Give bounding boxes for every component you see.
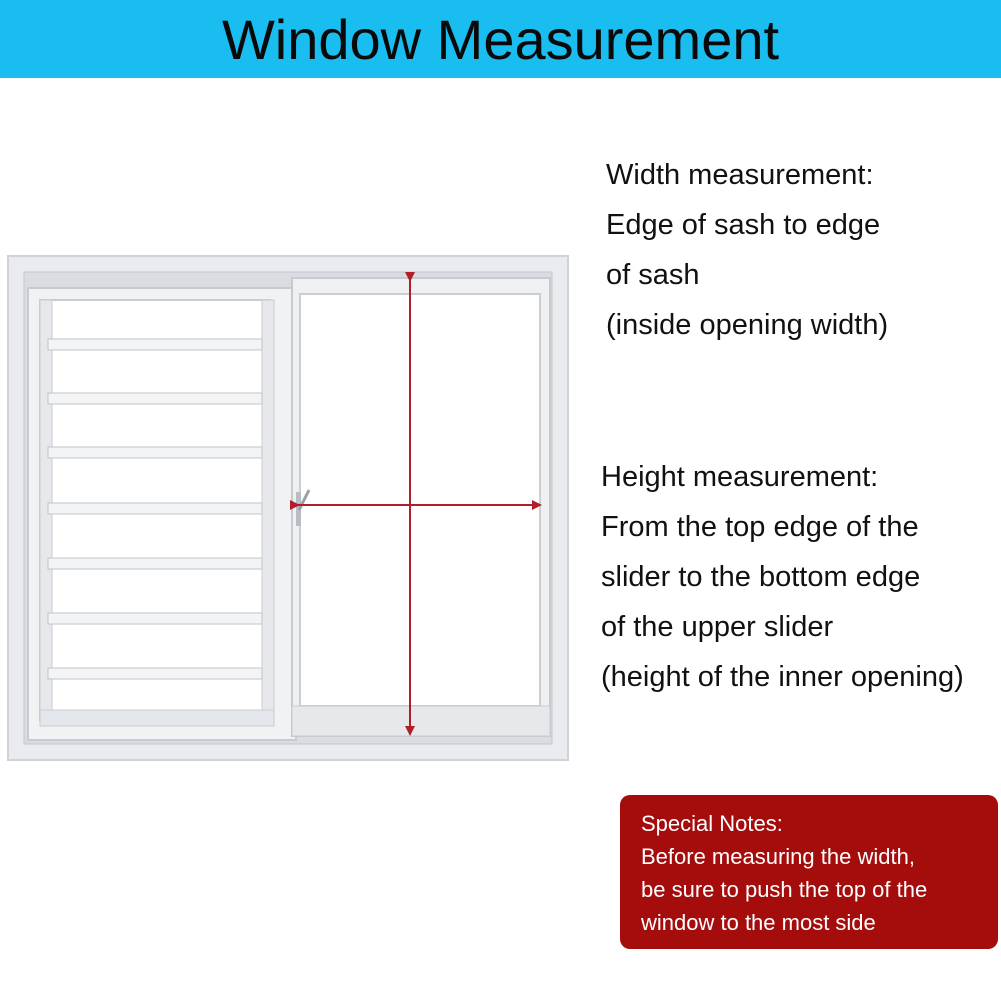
notes-line: Before measuring the width,: [641, 844, 915, 869]
width-measurement-text: [606, 150, 888, 350]
notes-line: window to the most side: [641, 910, 876, 935]
width-line: Edge of sash to edge: [606, 209, 881, 241]
special-notes-box: [620, 795, 998, 949]
notes-line: be sure to push the top of the: [641, 877, 928, 902]
height-line: (height of the inner opening): [601, 661, 964, 693]
left-sash-bottom-rail: [40, 710, 274, 726]
width-line: (inside opening width): [606, 309, 889, 341]
height-heading: Height measurement:: [601, 461, 879, 493]
right-sash-glass: [300, 294, 540, 706]
sliding-window-illustration: [0, 250, 580, 770]
page-title: Window Measurement: [221, 7, 780, 71]
right-rail: [262, 300, 274, 720]
right-sash-bottom-rail: [292, 706, 550, 736]
height-measurement-text: [601, 452, 964, 702]
notes-heading: Special Notes:: [641, 811, 783, 836]
height-line: of the upper slider: [601, 611, 834, 643]
width-line: of sash: [606, 259, 700, 291]
width-heading: Width measurement:: [606, 159, 874, 191]
height-line: slider to the bottom edge: [601, 561, 921, 593]
height-line: From the top edge of the: [601, 511, 919, 543]
title-banner: [0, 0, 1001, 78]
